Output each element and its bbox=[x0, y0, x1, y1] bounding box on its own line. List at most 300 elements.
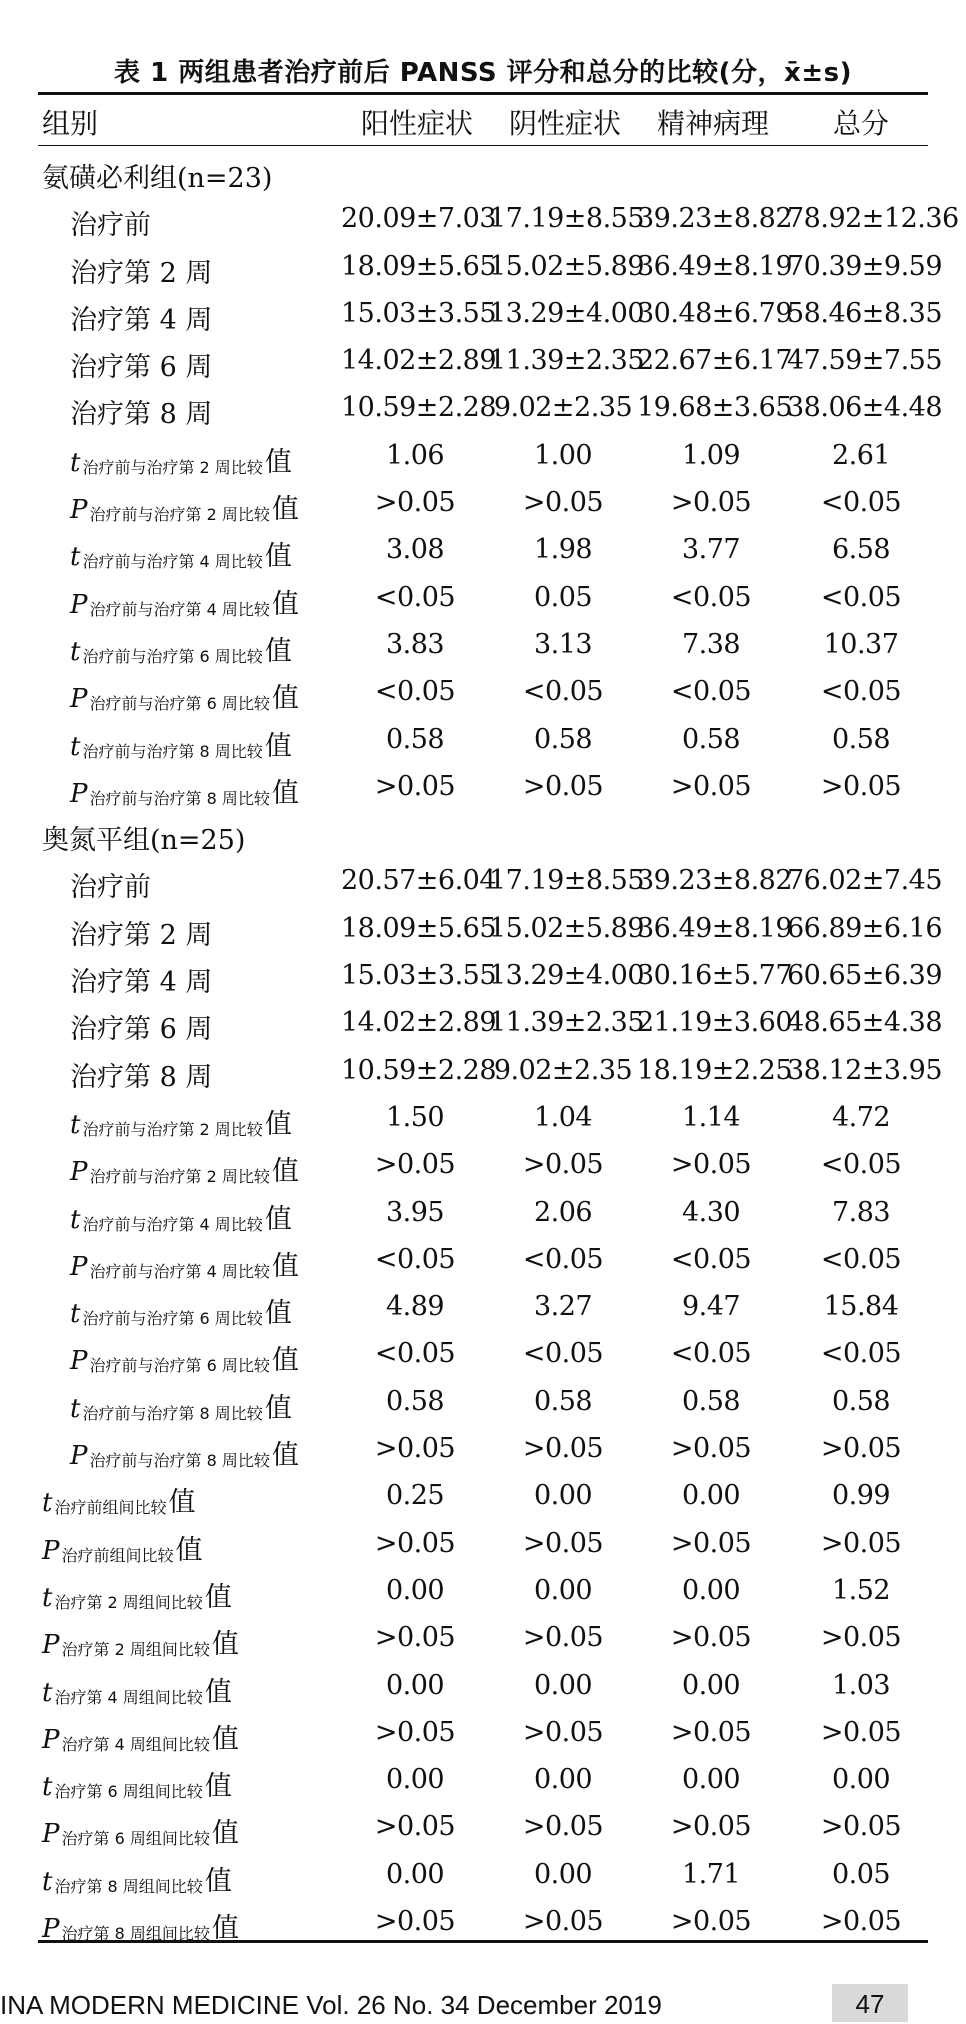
statistic-subscript: 治疗前与治疗第 2 周比较 bbox=[82, 457, 263, 477]
table-cell: 30.48±6.79 bbox=[637, 297, 793, 329]
statistic-suffix: 值 bbox=[264, 541, 292, 573]
statistic-subscript: 治疗第 2 周组间比较 bbox=[54, 1592, 203, 1612]
table-cell: >0.05 bbox=[670, 770, 752, 802]
row-label: 氨磺必利组(n=23) bbox=[42, 163, 273, 194]
row-label bbox=[70, 1197, 292, 1236]
table-cell: 0.25 bbox=[385, 1480, 445, 1512]
table-row bbox=[38, 857, 943, 904]
table-cell: >0.05 bbox=[820, 1622, 902, 1654]
table-cell: 0.05 bbox=[831, 1858, 891, 1890]
table-cell: 0.00 bbox=[681, 1574, 741, 1606]
row-label bbox=[70, 1433, 299, 1472]
statistic-symbol: t bbox=[70, 542, 81, 573]
table-cell: >0.05 bbox=[374, 1716, 456, 1748]
table-cell: <0.05 bbox=[820, 1149, 902, 1181]
row-label bbox=[42, 1670, 232, 1709]
table-cell: >0.05 bbox=[670, 1811, 752, 1843]
table-cell: 18.19±2.25 bbox=[637, 1054, 793, 1086]
table-caption: 表 1 两组患者治疗前后 PANSS 评分和总分的比较(分，x̄±s) bbox=[114, 58, 852, 88]
statistic-symbol: t bbox=[70, 731, 81, 762]
table-row bbox=[38, 1378, 928, 1425]
table-cell: 1.06 bbox=[385, 439, 445, 471]
statistic-suffix: 值 bbox=[204, 1581, 232, 1613]
statistic-suffix: 值 bbox=[271, 1440, 299, 1472]
table-row bbox=[38, 1756, 928, 1803]
table-cell: >0.05 bbox=[522, 1905, 604, 1937]
table-row bbox=[38, 1662, 928, 1709]
table-cell: 4.72 bbox=[831, 1101, 891, 1133]
statistic-subscript: 治疗前与治疗第 8 周比较 bbox=[89, 1451, 270, 1471]
row-label bbox=[70, 1291, 292, 1330]
table-cell: 18.09±5.65 bbox=[341, 250, 497, 282]
table-cell: 1.52 bbox=[831, 1574, 891, 1606]
table-cell: >0.05 bbox=[820, 1811, 902, 1843]
statistic-subscript: 治疗第 2 周组间比较 bbox=[61, 1640, 210, 1660]
table-bottom-rule bbox=[38, 1940, 928, 1943]
table-cell: 3.95 bbox=[385, 1196, 445, 1228]
table-cell: <0.05 bbox=[670, 1338, 752, 1370]
row-label bbox=[70, 534, 292, 573]
statistic-suffix: 值 bbox=[264, 730, 292, 762]
table-cell: >0.05 bbox=[670, 487, 752, 519]
statistic-symbol: t bbox=[42, 1772, 53, 1803]
table-cell: 38.06±4.48 bbox=[787, 392, 943, 424]
statistic-suffix: 值 bbox=[271, 1156, 299, 1188]
journal-running-footer: INA MODERN MEDICINE Vol. 26 No. 34 December 2019 bbox=[0, 1990, 662, 2020]
statistic-symbol: P bbox=[42, 1535, 60, 1566]
table-cell: 0.00 bbox=[831, 1764, 891, 1796]
statistic-symbol: t bbox=[70, 447, 81, 478]
table-row bbox=[38, 1141, 928, 1188]
statistic-symbol: P bbox=[70, 495, 88, 526]
row-label bbox=[42, 1575, 232, 1614]
table-cell: 0.58 bbox=[385, 1385, 445, 1417]
statistic-symbol: P bbox=[70, 778, 88, 809]
statistic-symbol: P bbox=[70, 1441, 88, 1472]
table-row bbox=[38, 1330, 928, 1377]
table-cell: 2.06 bbox=[533, 1196, 593, 1228]
statistic-subscript: 治疗前组间比较 bbox=[54, 1498, 167, 1518]
row-label: 治疗第 2 周 bbox=[70, 919, 213, 951]
table-row bbox=[38, 1425, 928, 1472]
statistic-symbol: t bbox=[70, 1299, 81, 1330]
row-label: 治疗第 6 周 bbox=[70, 352, 213, 384]
table-cell: 70.39±9.59 bbox=[787, 250, 943, 282]
row-label bbox=[70, 487, 299, 526]
statistic-suffix: 值 bbox=[211, 1818, 239, 1850]
table-top-rule bbox=[38, 92, 928, 95]
table-cell: <0.05 bbox=[374, 1338, 456, 1370]
table-row bbox=[38, 243, 943, 290]
statistic-symbol: P bbox=[42, 1630, 60, 1661]
table-cell: 15.02±5.89 bbox=[489, 912, 645, 944]
table-row bbox=[38, 1520, 928, 1567]
table-cell: >0.05 bbox=[670, 1149, 752, 1181]
row-label: 治疗第 6 周 bbox=[70, 1014, 213, 1046]
statistic-subscript: 治疗第 8 周组间比较 bbox=[61, 1923, 210, 1943]
table-cell: >0.05 bbox=[670, 1527, 752, 1559]
statistic-subscript: 治疗第 8 周组间比较 bbox=[54, 1876, 203, 1896]
table-cell: 3.27 bbox=[533, 1291, 593, 1323]
table-cell: 0.00 bbox=[385, 1574, 445, 1606]
table-cell: >0.05 bbox=[374, 1433, 456, 1465]
table-cell: 0.00 bbox=[533, 1480, 593, 1512]
row-label bbox=[70, 771, 299, 810]
statistic-suffix: 值 bbox=[264, 635, 292, 667]
table-cell: 76.02±7.45 bbox=[787, 865, 943, 897]
table-cell: 1.50 bbox=[385, 1101, 445, 1133]
table-cell: 0.58 bbox=[681, 723, 741, 755]
statistic-suffix: 值 bbox=[271, 494, 299, 526]
row-label bbox=[42, 1859, 232, 1898]
statistic-subscript: 治疗前与治疗第 6 周比较 bbox=[89, 694, 270, 714]
table-row bbox=[38, 432, 928, 479]
statistic-suffix: 值 bbox=[271, 1345, 299, 1377]
table-cell: >0.05 bbox=[670, 1716, 752, 1748]
table-cell: 20.09±7.03 bbox=[341, 203, 497, 235]
table-cell: 6.58 bbox=[831, 534, 891, 566]
table-cell: 0.00 bbox=[385, 1764, 445, 1796]
table-cell: 36.49±8.19 bbox=[637, 250, 793, 282]
table-cell: 66.89±6.16 bbox=[787, 912, 943, 944]
table-cell: 13.29±4.00 bbox=[489, 960, 645, 992]
table-cell: 39.23±8.82 bbox=[637, 865, 793, 897]
table-cell: <0.05 bbox=[820, 1338, 902, 1370]
table-cell: <0.05 bbox=[522, 676, 604, 708]
statistic-subscript: 治疗第 6 周组间比较 bbox=[54, 1782, 203, 1802]
statistic-symbol: t bbox=[70, 1393, 81, 1424]
statistic-subscript: 治疗第 4 周组间比较 bbox=[54, 1687, 203, 1707]
table-cell: 10.37 bbox=[823, 628, 899, 660]
table-cell: 0.05 bbox=[533, 581, 593, 613]
table-cell: <0.05 bbox=[820, 676, 902, 708]
table-cell: <0.05 bbox=[670, 1243, 752, 1275]
table-cell: 21.19±3.60 bbox=[637, 1007, 793, 1039]
statistic-suffix: 值 bbox=[271, 588, 299, 620]
row-label bbox=[70, 582, 299, 621]
table-cell: 0.58 bbox=[533, 1385, 593, 1417]
statistic-suffix: 值 bbox=[264, 1203, 292, 1235]
table-cell: <0.05 bbox=[374, 676, 456, 708]
statistic-subscript: 治疗前与治疗第 8 周比较 bbox=[82, 1403, 263, 1423]
table-cell: 36.49±8.19 bbox=[637, 912, 793, 944]
table-cell: >0.05 bbox=[670, 1433, 752, 1465]
statistic-suffix: 值 bbox=[211, 1629, 239, 1661]
row-label bbox=[42, 1717, 239, 1756]
table-row bbox=[38, 574, 928, 621]
table-cell: 47.59±7.55 bbox=[787, 345, 943, 377]
table-cell: 15.03±3.55 bbox=[341, 960, 497, 992]
table-cell: 17.19±8.55 bbox=[489, 865, 645, 897]
table-cell: 1.00 bbox=[533, 439, 593, 471]
row-label bbox=[70, 1338, 299, 1377]
table-header-row bbox=[38, 98, 928, 142]
table-row bbox=[38, 668, 928, 715]
table-cell: 17.19±8.55 bbox=[489, 203, 645, 235]
table-cell: <0.05 bbox=[374, 1243, 456, 1275]
statistic-suffix: 值 bbox=[204, 1771, 232, 1803]
table-cell: 0.00 bbox=[533, 1858, 593, 1890]
table-cell: >0.05 bbox=[374, 770, 456, 802]
row-label: 治疗第 4 周 bbox=[70, 304, 213, 336]
statistic-subscript: 治疗前与治疗第 6 周比较 bbox=[89, 1356, 270, 1376]
statistic-suffix: 值 bbox=[271, 683, 299, 715]
statistic-suffix: 值 bbox=[264, 1298, 292, 1330]
group-heading-row bbox=[38, 148, 928, 195]
row-label bbox=[42, 1622, 239, 1661]
statistic-symbol: P bbox=[70, 684, 88, 715]
table-cell: <0.05 bbox=[670, 581, 752, 613]
statistic-subscript: 治疗第 4 周组间比较 bbox=[61, 1734, 210, 1754]
table-cell: 4.30 bbox=[681, 1196, 741, 1228]
table-cell: 11.39±2.35 bbox=[489, 345, 645, 377]
table-cell: >0.05 bbox=[522, 1622, 604, 1654]
statistic-subscript: 治疗前与治疗第 2 周比较 bbox=[89, 1167, 270, 1187]
table-cell: 3.83 bbox=[385, 628, 445, 660]
table-cell: >0.05 bbox=[374, 1527, 456, 1559]
table-row bbox=[38, 952, 943, 999]
table-cell: 1.09 bbox=[681, 439, 741, 471]
row-label: 治疗第 2 周 bbox=[70, 257, 213, 289]
table-cell: 9.02±2.35 bbox=[493, 1054, 633, 1086]
statistic-symbol: P bbox=[70, 1346, 88, 1377]
table-row bbox=[38, 716, 928, 763]
statistic-suffix: 值 bbox=[168, 1487, 196, 1519]
table-cell: 0.00 bbox=[533, 1669, 593, 1701]
table-cell: 0.58 bbox=[681, 1385, 741, 1417]
table-cell: 0.58 bbox=[831, 723, 891, 755]
table-cell: 2.61 bbox=[831, 439, 891, 471]
table-row bbox=[38, 1851, 928, 1898]
table-row bbox=[38, 621, 928, 668]
row-label: 治疗第 8 周 bbox=[70, 399, 213, 431]
statistic-subscript: 治疗前组间比较 bbox=[61, 1545, 174, 1565]
table-cell: 4.89 bbox=[385, 1291, 445, 1323]
table-cell: 20.57±6.04 bbox=[341, 865, 497, 897]
statistic-suffix: 值 bbox=[175, 1534, 203, 1566]
row-label bbox=[42, 1811, 239, 1850]
table-cell: 1.71 bbox=[681, 1858, 741, 1890]
table-row bbox=[38, 1567, 928, 1614]
statistic-suffix: 值 bbox=[264, 1392, 292, 1424]
table-cell: >0.05 bbox=[820, 1433, 902, 1465]
table-cell: 7.83 bbox=[831, 1196, 891, 1228]
table-cell: >0.05 bbox=[374, 1149, 456, 1181]
table-cell: 1.98 bbox=[533, 534, 593, 566]
table-cell: 30.16±5.77 bbox=[637, 960, 793, 992]
table-row bbox=[38, 1047, 943, 1094]
table-cell: 0.58 bbox=[533, 723, 593, 755]
statistic-subscript: 治疗前与治疗第 4 周比较 bbox=[82, 552, 263, 572]
table-cell: >0.05 bbox=[374, 1905, 456, 1937]
table-cell: 3.77 bbox=[681, 534, 741, 566]
table-cell: 0.00 bbox=[681, 1669, 741, 1701]
table-row bbox=[38, 384, 943, 431]
table-cell: 39.23±8.82 bbox=[637, 203, 793, 235]
table-cell: 1.04 bbox=[533, 1101, 593, 1133]
column-header-positive: 阳性症状 bbox=[360, 107, 473, 140]
table-row bbox=[38, 1236, 928, 1283]
table-cell: 19.68±3.65 bbox=[637, 392, 793, 424]
row-label: 治疗前 bbox=[70, 872, 151, 904]
table-cell: 14.02±2.89 bbox=[341, 345, 497, 377]
table-cell: >0.05 bbox=[820, 1716, 902, 1748]
table-row bbox=[38, 1094, 928, 1141]
table-cell: 3.08 bbox=[385, 534, 445, 566]
table-cell: 9.47 bbox=[681, 1291, 741, 1323]
table-cell: 3.13 bbox=[533, 628, 593, 660]
statistic-symbol: t bbox=[42, 1866, 53, 1897]
table-cell: >0.05 bbox=[670, 1622, 752, 1654]
table-cell: 0.99 bbox=[831, 1480, 891, 1512]
page-footer bbox=[0, 1990, 966, 2022]
table-row bbox=[38, 1898, 928, 1945]
table-cell: 0.58 bbox=[831, 1385, 891, 1417]
table-row bbox=[38, 1283, 928, 1330]
page-number-badge: 47 bbox=[832, 1984, 908, 2022]
statistic-symbol: t bbox=[42, 1677, 53, 1708]
table-cell: 58.46±8.35 bbox=[787, 297, 943, 329]
row-label: 治疗第 8 周 bbox=[70, 1061, 213, 1093]
table-row bbox=[38, 1472, 928, 1519]
statistic-symbol: P bbox=[70, 1157, 88, 1188]
row-label bbox=[70, 1102, 292, 1141]
table-cell: >0.05 bbox=[670, 1905, 752, 1937]
table-cell: 15.03±3.55 bbox=[341, 297, 497, 329]
statistic-suffix: 值 bbox=[264, 1108, 292, 1140]
group-heading-row bbox=[38, 810, 928, 857]
column-header-psychopathology: 精神病理 bbox=[656, 107, 769, 140]
row-label bbox=[70, 629, 292, 668]
table-cell: <0.05 bbox=[522, 1338, 604, 1370]
table-cell: 22.67±6.17 bbox=[637, 345, 793, 377]
table-cell: 15.02±5.89 bbox=[489, 250, 645, 282]
table-row bbox=[38, 1189, 928, 1236]
row-label bbox=[42, 1528, 203, 1567]
statistic-subscript: 治疗前与治疗第 4 周比较 bbox=[82, 1214, 263, 1234]
statistic-subscript: 治疗前与治疗第 4 周比较 bbox=[89, 599, 270, 619]
table-cell: 10.59±2.28 bbox=[341, 392, 497, 424]
statistic-subscript: 治疗前与治疗第 2 周比较 bbox=[89, 505, 270, 525]
table-cell: >0.05 bbox=[522, 1433, 604, 1465]
table-row bbox=[38, 195, 959, 242]
table-cell: 1.14 bbox=[681, 1101, 741, 1133]
table-row bbox=[38, 526, 928, 573]
statistic-symbol: P bbox=[42, 1724, 60, 1755]
table-row bbox=[38, 1709, 928, 1756]
table-cell: 15.84 bbox=[823, 1291, 899, 1323]
table-cell: <0.05 bbox=[820, 487, 902, 519]
table-cell: >0.05 bbox=[522, 1716, 604, 1748]
table-cell: 0.00 bbox=[681, 1764, 741, 1796]
row-label: 治疗前 bbox=[70, 210, 151, 242]
row-label bbox=[42, 1764, 232, 1803]
statistic-symbol: t bbox=[70, 1109, 81, 1140]
statistic-subscript: 治疗前与治疗第 8 周比较 bbox=[89, 788, 270, 808]
table-row bbox=[38, 763, 928, 810]
table-row bbox=[38, 1803, 928, 1850]
table-row bbox=[38, 905, 943, 952]
column-header-negative: 阴性症状 bbox=[508, 107, 621, 140]
table-cell: 10.59±2.28 bbox=[341, 1054, 497, 1086]
table-cell: 60.65±6.39 bbox=[787, 960, 943, 992]
statistic-suffix: 值 bbox=[211, 1723, 239, 1755]
statistic-subscript: 治疗前与治疗第 6 周比较 bbox=[82, 646, 263, 666]
table-cell: <0.05 bbox=[820, 1243, 902, 1275]
table-row bbox=[38, 479, 928, 526]
column-header-total: 总分 bbox=[832, 107, 889, 140]
table-cell: 78.92±12.36 bbox=[787, 203, 959, 235]
table-cell: 18.09±5.65 bbox=[341, 912, 497, 944]
table-cell: 0.00 bbox=[681, 1480, 741, 1512]
table-cell: 11.39±2.35 bbox=[489, 1007, 645, 1039]
table-cell: >0.05 bbox=[522, 1811, 604, 1843]
table-cell: >0.05 bbox=[522, 1527, 604, 1559]
statistic-symbol: t bbox=[70, 1204, 81, 1235]
row-label bbox=[70, 1244, 299, 1283]
statistic-subscript: 治疗前与治疗第 2 周比较 bbox=[82, 1119, 263, 1139]
row-label: 奥氮平组(n=25) bbox=[42, 825, 246, 857]
table-cell: >0.05 bbox=[820, 1905, 902, 1937]
table-cell: >0.05 bbox=[820, 770, 902, 802]
table-cell: >0.05 bbox=[374, 1622, 456, 1654]
table-cell: 0.00 bbox=[385, 1858, 445, 1890]
table-cell: 9.02±2.35 bbox=[493, 392, 633, 424]
row-label bbox=[42, 1480, 195, 1519]
statistic-symbol: P bbox=[42, 1819, 60, 1850]
row-label bbox=[70, 676, 299, 715]
row-label: 治疗第 4 周 bbox=[70, 967, 213, 999]
statistic-suffix: 值 bbox=[204, 1676, 232, 1708]
row-label bbox=[70, 1386, 292, 1425]
table-cell: >0.05 bbox=[374, 1811, 456, 1843]
table-cell: <0.05 bbox=[522, 1243, 604, 1275]
statistic-suffix: 值 bbox=[271, 1250, 299, 1282]
table-cell: 14.02±2.89 bbox=[341, 1007, 497, 1039]
table-cell: 48.65±4.38 bbox=[787, 1007, 943, 1039]
row-label bbox=[70, 1149, 299, 1188]
row-label bbox=[70, 724, 292, 763]
table-row bbox=[38, 337, 943, 384]
statistic-symbol: P bbox=[70, 589, 88, 620]
statistic-subscript: 治疗第 6 周组间比较 bbox=[61, 1829, 210, 1849]
statistic-symbol: t bbox=[70, 636, 81, 667]
table-cell: 0.00 bbox=[533, 1574, 593, 1606]
statistic-symbol: P bbox=[70, 1251, 88, 1282]
table-cell: <0.05 bbox=[820, 581, 902, 613]
table-row bbox=[38, 290, 943, 337]
table-body bbox=[38, 148, 959, 1945]
table-cell: >0.05 bbox=[820, 1527, 902, 1559]
table-cell: >0.05 bbox=[522, 1149, 604, 1181]
statistic-subscript: 治疗前与治疗第 4 周比较 bbox=[89, 1261, 270, 1281]
statistic-subscript: 治疗前与治疗第 6 周比较 bbox=[82, 1309, 263, 1329]
table-header-rule bbox=[38, 145, 928, 146]
statistic-symbol: P bbox=[42, 1913, 60, 1944]
table-cell: <0.05 bbox=[670, 676, 752, 708]
table-cell: >0.05 bbox=[374, 487, 456, 519]
table-cell: 38.12±3.95 bbox=[787, 1054, 943, 1086]
table-cell: 1.03 bbox=[831, 1669, 891, 1701]
table-cell: 13.29±4.00 bbox=[489, 297, 645, 329]
table-cell: >0.05 bbox=[522, 770, 604, 802]
statistic-symbol: t bbox=[42, 1582, 53, 1613]
table-cell: 7.38 bbox=[681, 628, 741, 660]
table-cell: 0.00 bbox=[533, 1764, 593, 1796]
table-row bbox=[38, 1614, 928, 1661]
statistic-suffix: 值 bbox=[211, 1912, 239, 1944]
table-cell: >0.05 bbox=[522, 487, 604, 519]
